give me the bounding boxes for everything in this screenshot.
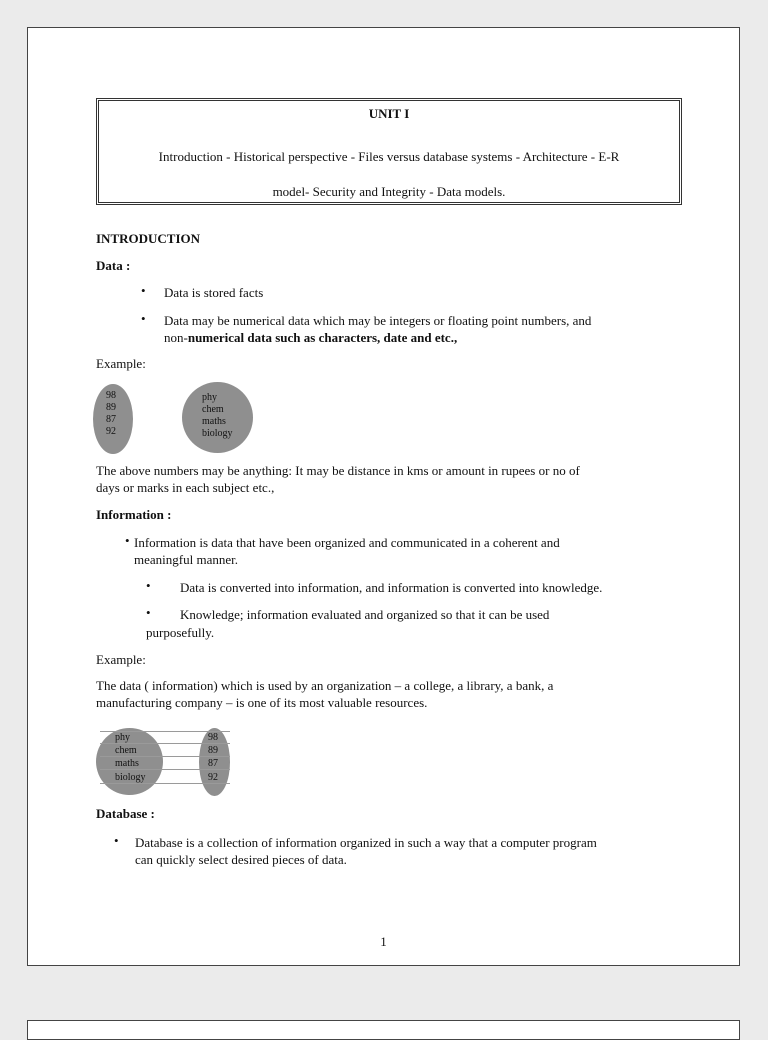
information-sub-bullet-2-line1: Knowledge; information evaluated and organized so that it can be used: [180, 607, 550, 622]
subject-label: chem: [202, 404, 224, 415]
information-sub-bullet-2-line2: purposefully.: [146, 625, 215, 640]
database-bullet-line2: can quickly select desired pieces of data.: [135, 852, 347, 867]
unit-title: UNIT I: [368, 106, 410, 121]
subject-label: biology: [202, 428, 233, 439]
data-heading: Data :: [96, 258, 131, 273]
number-label: 98: [106, 390, 116, 401]
mapping-mark-label: 89: [208, 745, 218, 756]
bullet-icon: •: [146, 578, 151, 593]
mapping-line: [100, 756, 230, 757]
mapping-line: [100, 743, 230, 744]
data-paragraph-line1: The above numbers may be anything: It may be distance in kms or amount in rupees or no of: [96, 463, 580, 478]
mapping-line: [100, 783, 230, 784]
information-bullet-line2: meaningful manner.: [134, 552, 238, 567]
bullet-icon: •: [125, 533, 130, 548]
data-bullet-2-line1: Data may be numerical data which may be integers or floating point numbers, and: [164, 313, 592, 328]
bullet-icon: •: [146, 605, 151, 620]
mapping-subject-label: maths: [115, 758, 139, 769]
mapping-mark-label: 87: [208, 758, 218, 769]
subject-label: phy: [202, 392, 217, 403]
bullet-icon: •: [141, 283, 146, 298]
data-paragraph-line2: days or marks in each subject etc.,: [96, 480, 275, 495]
unit-header-box: [96, 98, 682, 205]
subject-label: maths: [202, 416, 226, 427]
bullet-icon: •: [114, 833, 119, 848]
introduction-heading: INTRODUCTION: [96, 231, 201, 246]
page-number: 1: [380, 934, 387, 949]
bullet-icon: •: [141, 311, 146, 326]
mapping-subject-label: phy: [115, 732, 130, 743]
next-page-edge: [27, 1020, 740, 1040]
document-page: [27, 27, 740, 966]
mapping-mark-label: 92: [208, 772, 218, 783]
unit-topics-line2: model- Security and Integrity - Data models.: [272, 184, 506, 199]
number-label: 87: [106, 414, 116, 425]
unit-topics-line1: Introduction - Historical perspective - Files versus database systems - Architecture - E-R: [158, 149, 620, 164]
data-bullet-2-bold: numerical data such as characters, date and etc.,: [187, 330, 458, 345]
number-label: 92: [106, 426, 116, 437]
data-bullet-1: Data is stored facts: [164, 285, 264, 300]
data-example-label: Example:: [96, 356, 146, 371]
mapping-mark-label: 98: [208, 732, 218, 743]
data-bullet-2-prefix: non-: [164, 330, 188, 345]
number-label: 89: [106, 402, 116, 413]
mapping-subject-label: chem: [115, 745, 137, 756]
database-heading: Database :: [96, 806, 155, 821]
database-bullet-line1: Database is a collection of information organized in such a way that a computer program: [135, 835, 597, 850]
information-paragraph-line2: manufacturing company – is one of its most valuable resources.: [96, 695, 428, 710]
information-sub-bullet-1: Data is converted into information, and information is converted into knowledge.: [180, 580, 603, 595]
mapping-subject-label: biology: [115, 772, 146, 783]
information-example-label: Example:: [96, 652, 146, 667]
information-bullet-line1: Information is data that have been organized and communicated in a coherent and: [134, 535, 560, 550]
information-heading: Information :: [96, 507, 172, 522]
information-paragraph-line1: The data ( information) which is used by an organization – a college, a library, a bank, a: [96, 678, 554, 693]
data-bullet-2-line2: [164, 329, 457, 346]
mapping-line: [100, 769, 230, 770]
